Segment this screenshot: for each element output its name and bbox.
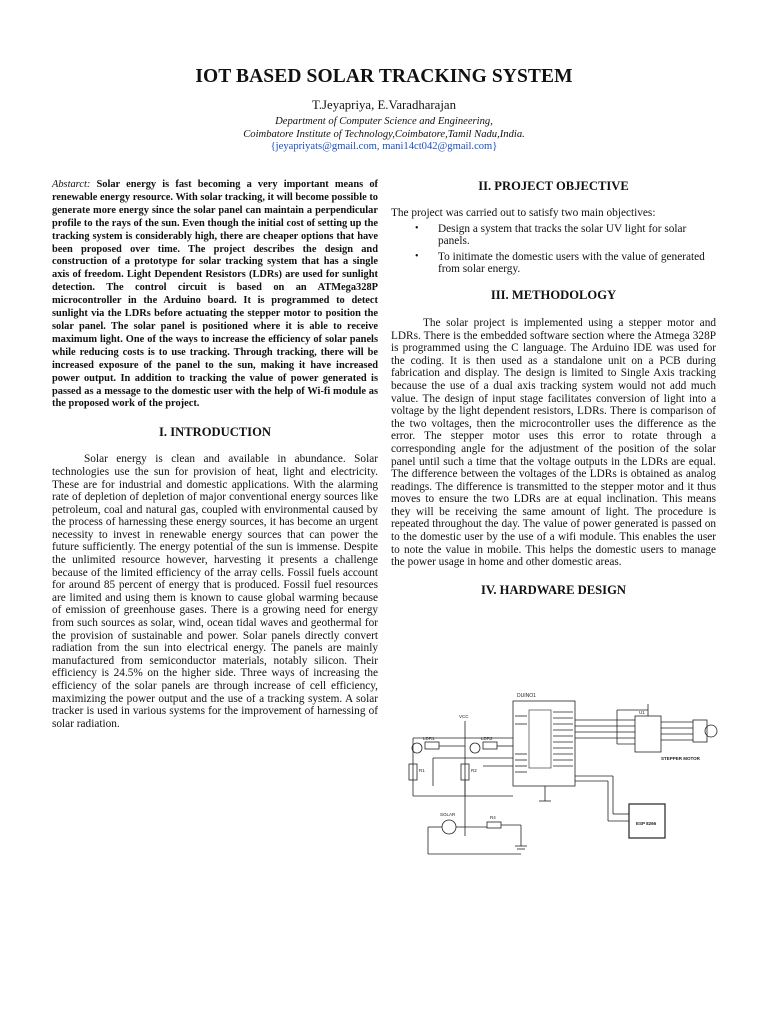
r4-label: R4 bbox=[490, 815, 496, 820]
author-institution: Coimbatore Institute of Technology,Coimbatore,Tamil Nadu,India. bbox=[243, 129, 525, 140]
objective-list bbox=[391, 223, 716, 276]
bullet-icon: • bbox=[415, 222, 419, 234]
abstract-label: Abstarct: bbox=[52, 179, 91, 190]
objective-item: • Design a system that tracks the solar UV light for solar panels. bbox=[415, 222, 687, 248]
introduction-text: Solar energy is clean and available in abundance. Solar technologies use the sun for provision of heat, light and electricity. These are for industrial and domestic applications. With the alarming rate of depletion of depletion of major conventional energy sources like petroleum, coal and natural gas, coupled with environmental caused by the process of harnessing these energy sources, it has become an urgent necessity to invest in renewable energy sources that can power the future sufficiently. The energy potential of the sun is immense. Despite the unlimited resource however, harvesting it presents a challenge because of the limited efficiency of the array cells. Fossil fuels account for around 85 percent of energy that is produced. Fossil fuel resources are limited and using them is known to cause global warming because of emission of greenhouse gases. There is a growing need for energy from such sources as solar, wind, ocean tidal waves and geothermal for the provision of sustainable and power. Solar panels directly convert radiation from the sun into electrical energy. The panels are mainly manufactured from semiconductor materials, notably silicon. Their efficiency is 24.5% on the higher side. Three ways of increasing the efficiency of the solar panels are through increase of cell efficiency, maximizing the power output and the use of a tracking system. A solar tracker is used in various systems for the improvement of harnessing of solar radiation. bbox=[52, 453, 378, 730]
abstract-text: Solar energy is fast becoming a very important means of renewable energy resource. With solar tracking, it will become possible to generate more energy since the solar panel can maintain a perpendicular profile to the rays of the sun. Even though the initial cost of setting up the tracking system is considerably high, there are cheaper options that have been proposed over time. The project describes the design and construction of a prototype for solar tracking system that has a single axis of freedom. Light Dependent Resistors (LDRs) are used for sunlight detection. The control circuit is based on an ATMega328P microcontroller in the Arduino board. It is programmed to detect sunlight via the LDRs before actuating the stepper motor to position the solar panel. The solar panel is positioned where it is able to receive maximum light. One of the ways to increase the efficiency of solar panels while reducing costs is to use tracking. Through tracking, there will be increased exposure of the panel to the sun, making it have increased power output. In addition to tracking the value of power generated is passed as a message to the domestic user with the help of Wi-fi module as the proposed work of the project. bbox=[52, 179, 378, 410]
objective-intro: The project was carried out to satisfy two main objectives: bbox=[391, 207, 656, 219]
author-emails[interactable]: {jeyapriyats@gmail.com, mani14ct042@gmail.com} bbox=[270, 141, 498, 152]
r1-label: R1 bbox=[419, 768, 425, 773]
objective-item: • To initimate the domestic users with the value of generated from solar energy. bbox=[415, 250, 705, 276]
author-department: Department of Computer Science and Engineering, bbox=[275, 116, 493, 127]
r4-resistor bbox=[487, 822, 501, 828]
ldr2-label: LDR2 bbox=[481, 736, 493, 741]
abstract bbox=[52, 179, 378, 411]
solar-label: SOLAR bbox=[440, 812, 456, 817]
paper-title: IOT BASED SOLAR TRACKING SYSTEM bbox=[195, 66, 573, 87]
esp-label: ESP 8266 bbox=[636, 821, 657, 826]
introduction-heading: I. INTRODUCTION bbox=[159, 425, 271, 440]
methodology-heading: III. METHODOLOGY bbox=[490, 287, 617, 302]
arduino-board bbox=[513, 701, 575, 786]
left-column bbox=[52, 179, 378, 730]
objective-heading: II. PROJECT OBJECTIVE bbox=[478, 179, 629, 193]
hardware-schematic-figure bbox=[403, 686, 721, 864]
motor-driver-ic bbox=[635, 716, 661, 752]
ldr1-label: LDR1 bbox=[423, 736, 435, 741]
solar-cell-symbol bbox=[442, 820, 456, 834]
methodology-text: The solar project is implemented using a stepper motor and LDRs. There is the embedded software section where the Atmega 328P is programmed using the C language. The Arduino IDE was used for the coding. It is then used as a standalone unit on a PCB during fabrication and display. The design is limited to Single Axis tracking because the use of a dual axis tracking system would not add much value. The design of input stage facilitates conversion of light into a voltage by the light dependent resistors, LDRs. There is comparison of the two voltages, then the microcontroller uses the difference as the error. The stepper motor uses this error to rotate through a corresponding angle for the adjustment of the position of the solar panel until such a time that the voltage outputs in the LDRs are equal. The difference between the voltages of the LDRs is obtained as analog readings. The difference is transmitted to the stepper motor and it thus moves to ensure the two LDRs are at equal inclination. This means they will be receiving the same amount of light. The procedure is repeated throughout the day. The value of power generated is passed on to the domestic user by the use of a wifi module. This enables the user to note the value in mobile. This helps the domestic users to manage the power usage in home and other domestic areas. bbox=[391, 316, 716, 569]
hardware-heading: IV. HARDWARE DESIGN bbox=[481, 582, 626, 597]
ldr1-symbol bbox=[412, 743, 422, 753]
r2-label: R2 bbox=[471, 768, 477, 773]
circuit-diagram bbox=[403, 686, 721, 864]
ldr2-symbol bbox=[470, 743, 480, 753]
paper-authors: T.Jeyapriya, E.Varadharajan bbox=[311, 98, 456, 112]
vcc-label: VCC bbox=[459, 714, 469, 719]
motor-label: STEPPER MOTOR bbox=[661, 756, 700, 761]
board-label: DUINO1 bbox=[517, 693, 536, 699]
right-column bbox=[391, 179, 716, 598]
bullet-icon: • bbox=[415, 250, 419, 262]
driver-label: U1 bbox=[639, 710, 645, 715]
